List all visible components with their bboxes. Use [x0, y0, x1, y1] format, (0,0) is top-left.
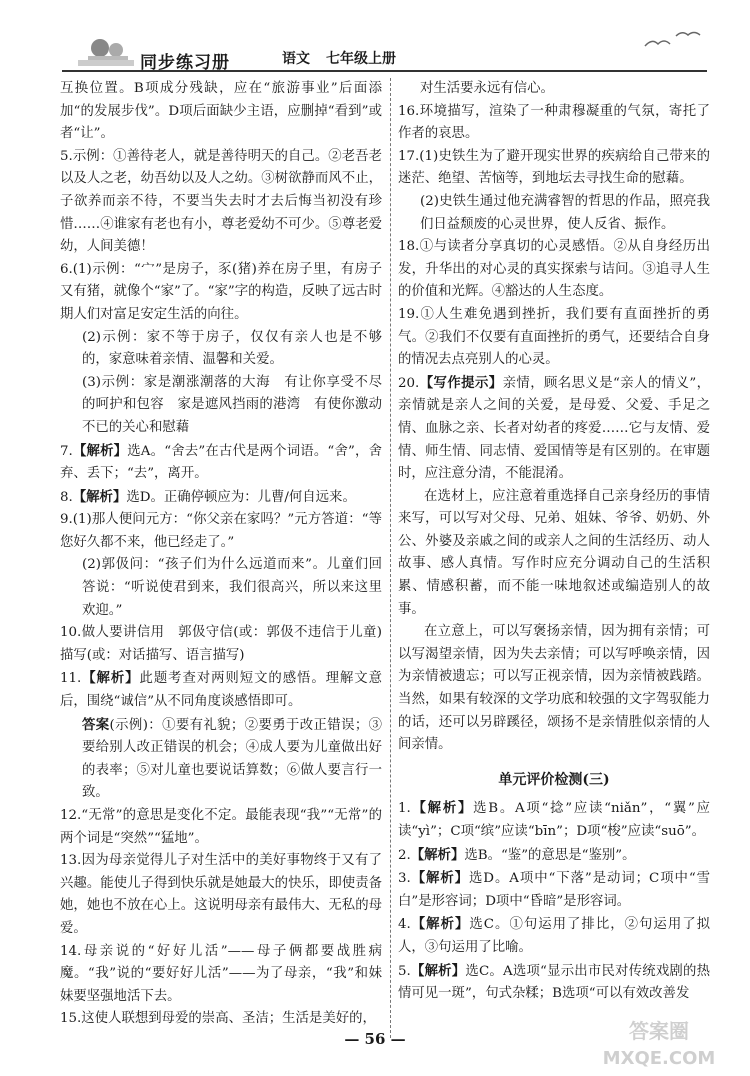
answer-5: 5.示例：①善待老人，就是善待明天的自己。②老吾老以及人之老，幼吾幼以及人之幼。③树欲静而风不止，子欲养而亲不待，不要当失去时才去后悔当初没有珍惜……④谁家有老也有小，尊老爱幼不可少。⑤尊老爱幼，人间美德！ — [60, 148, 382, 255]
answer-15-continued: 对生活要永远有信心。 — [420, 81, 554, 96]
answer-10: 10.做人要讲信用 郭伋守信(或：郭伋不违信于儿童) 描写(或：对话描写、语言描写) — [60, 625, 396, 663]
analysis-tag: 【解析】 — [410, 916, 470, 933]
answer-12: 12.“无常”的意思是变化不定。最能表现“我”“无常”的两个词是“突然”“猛地”。 — [60, 808, 382, 846]
test-answer-5 — [398, 960, 710, 1006]
answer-text: 选C。①句运用了排比，②句运用了拟人，③句运用了比喻。 — [398, 917, 711, 955]
answer-13: 13.因为母亲觉得儿子对生活中的美好事物终于又有了兴趣。能使儿子得到快乐就是她最大的快乐，即使责备她，她也不放在心上。这说明母亲有最伟大、无私的母爱。 — [60, 853, 382, 936]
answer-9-part2: (2)郭伋问：“孩子们为什么远道而来”。儿童们回答说：“听说使君到来，我们很高兴，所以来这里欢迎。” — [82, 557, 382, 618]
left-column — [60, 78, 396, 1031]
watermark-top-text: 答案圈 — [629, 1019, 689, 1043]
answer-7 — [60, 440, 382, 486]
answer-text: 此题考查对两则短文的感悟。理解文意后，围绕“诚信”从不同角度谈感悟即可。 — [60, 671, 383, 710]
test-answer-3 — [398, 867, 710, 913]
answer-9-part1: 9.(1)那人便问元方：“你父亲在家吗？”元方答道：“等您好久都不来，他已经走了。” — [60, 512, 382, 550]
answer-number: 4. — [398, 917, 411, 933]
birds-icon — [640, 26, 710, 56]
answer-text: (示例)：①要有礼貌；②要勇于改正错误；③要给别人改正错误的机会；④成人要为儿童做出好的表率；⑤对儿童也要说话算数；⑥做人要言行一致。 — [82, 717, 383, 801]
analysis-tag: 【解析】 — [410, 870, 469, 887]
page-number: — 56 — — [344, 1030, 406, 1048]
writing-tip-tag: 【写作提示】 — [419, 374, 503, 391]
right-column — [398, 78, 710, 1006]
test-answer-4 — [398, 913, 710, 959]
answer-number: 7. — [60, 443, 73, 459]
header-logo — [78, 38, 134, 68]
answer-number: 11. — [60, 671, 82, 687]
answer-text: 选B。A项“捻”应读“niǎn”，“翼”应读“yì”；C项“缤”应读“bīn”；D项“梭”应读“suō”。 — [398, 801, 710, 839]
header-rule — [62, 70, 707, 72]
answer-20-paragraph-3: 在立意上，可以写褒扬亲情，因为拥有亲情；可以写渴望亲情，因为失去亲情；可以写呼唤亲情，因为亲情被遗忘；可以写正视亲情，因为亲情被践踏。当然，如果有较深的文学功底和较强的文字驾驭能力的话，还可以另辟蹊径，颂扬不是亲情胜似亲情的人间亲情。 — [398, 624, 710, 753]
answer-number: 1. — [398, 801, 411, 817]
answer-11-answer — [60, 714, 382, 805]
watermark-bottom-text: MXQE.COM — [602, 1048, 716, 1069]
answer-text: 亲情，顾名思义是“亲人的情义”，亲情就是亲人之间的关爱，是母爱、父爱、手足之情、血脉之亲、长者对幼者的疼爱……它与友情、爱情、师生情、同志情、爱国情等是有区别的。在审题时，应注意分清，不能混淆。 — [398, 375, 711, 482]
kids-icon — [78, 38, 134, 68]
analysis-tag: 【解析】 — [410, 846, 465, 863]
watermark-logo — [584, 1012, 734, 1072]
grade-label: 七年级上册 — [326, 51, 396, 67]
analysis-tag: 【解析】 — [72, 442, 128, 459]
answer-number: 20. — [398, 375, 420, 391]
answer-text: 选D。A项中“下落”是动词；C项中“雪白”是形容词；D项中“昏暗”是形容词。 — [398, 871, 710, 909]
answer-text: 选D。正确停顿应为：儿曹/何自远来。 — [126, 489, 356, 505]
analysis-tag: 【解析】 — [72, 488, 127, 505]
answer-8 — [60, 486, 382, 510]
answer-11 — [60, 667, 382, 713]
answer-17-part2: (2)史铁生通过他充满睿智的哲思的作品，照亮我们日益颓废的心灵世界，使人反省、振作。 — [420, 193, 710, 232]
answer-19: 19.①人生难免遇到挫折，我们要有直面挫折的勇气。②我们不仅要有直面挫折的勇气，还要结合自身的情况去点亮别人的心灵。 — [398, 306, 710, 368]
analysis-tag: 【解析】 — [410, 962, 466, 979]
answer-15: 15.这使人联想到母爱的崇高、圣洁；生活是美好的， — [60, 1011, 376, 1027]
answer-20 — [398, 372, 710, 486]
section-title: 单元评价检测(三) — [498, 771, 610, 788]
page-header — [0, 0, 750, 78]
answer-number: 8. — [60, 489, 73, 505]
answer-6-part3: (3)示例：家是潮涨潮落的大海 有让你享受不尽的呵护和包容 家是遮风挡雨的港湾 有使你激动不已的关心和慰藉 — [82, 374, 382, 435]
answer-number: 2. — [398, 847, 411, 863]
answer-17-part1: 17.(1)史铁生为了避开现实世界的疾病给自己带来的迷茫、绝望、苦恼等，到地坛去寻找生命的慰藉。 — [398, 148, 710, 187]
answer-14: 14.母亲说的“好好儿活”——母子俩都要战胜病魔。“我”说的“要好好儿活”——为了母亲，“我”和妹妹要坚强地活下去。 — [60, 943, 382, 1004]
answer-4-continued: 互换位置。B项成分残缺，应在“旅游事业”后面添加“的发展步伐”。D项后面缺少主语，应删掉“看到”或者“让”。 — [60, 81, 382, 142]
answer-text: 选C。A选项“显示出市民对传统戏剧的热情可见一斑”，句式杂糅；B选项“可以有效改善发 — [398, 963, 711, 1002]
book-title: 同步练习册 — [140, 53, 230, 73]
answer-16: 16.环境描写，渲染了一种肃穆凝重的气氛，寄托了作者的哀思。 — [398, 103, 710, 142]
answer-text: 选B。“鉴”的意思是“鉴别”。 — [464, 847, 636, 863]
answer-number: 5. — [398, 963, 411, 979]
analysis-tag: 【解析】 — [410, 800, 474, 817]
subject-label: 语文 — [282, 51, 310, 67]
answer-6-part1: 6.(1)示例：“宀”是房子，豕(猪)养在房子里，有房子又有猪，就像个“家”了。“家”字的构造，反映了远古时期人们对富足安定生活的向往。 — [60, 261, 382, 322]
answer-18: 18.①与读者分享真切的心灵感悟。②从自身经历出发，升华出的对心灵的真实探索与诘问。③追寻人生的价值和光辉。④豁达的人生态度。 — [398, 239, 710, 300]
answer-20-paragraph-2: 在选材上，应注意着重选择自己亲身经历的事情来写，可以写对父母、兄弟、姐妹、爷爷、奶奶、外公、外婆及亲戚之间的或亲人之间的生活经历、动人故事、感人真情。写作时应充分调动自己的生活积累、情感积蓄，而不能一味地叙述或编造别人的故事。 — [398, 488, 710, 617]
analysis-tag: 【解析】 — [81, 670, 140, 687]
column-divider — [390, 78, 391, 1038]
answer-number: 3. — [398, 871, 411, 887]
test-answer-1 — [398, 797, 710, 843]
answer-6-part2: (2)示例：家不等于房子，仅仅有亲人也是不够的，家意味着亲情、温馨和关爱。 — [82, 329, 382, 368]
answer-text: 选A。“舍去”在古代是两个词语。“舍”，舍弃、丢下；“去”，离开。 — [60, 443, 382, 482]
answer-tag: 答案 — [82, 716, 110, 733]
test-answer-2 — [398, 844, 710, 868]
